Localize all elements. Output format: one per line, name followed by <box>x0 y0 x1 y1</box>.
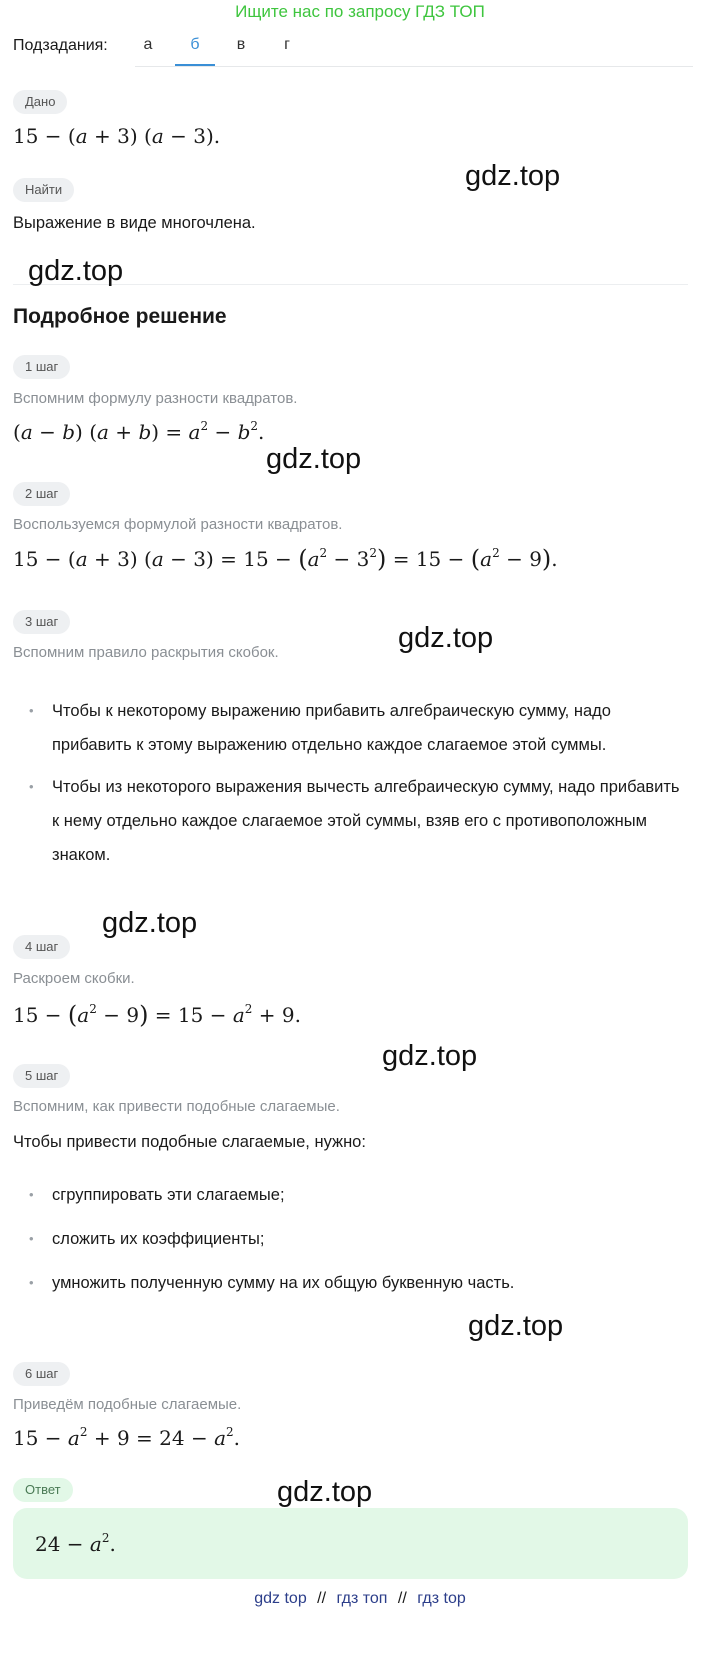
step-1-badge: 1 шаг <box>13 355 70 379</box>
given-formula: 15 − (a + 3) (a − 3). <box>13 124 221 148</box>
answer-formula: $24 - a^2$. <box>35 1531 116 1556</box>
list-item: • Чтобы к некоторому выражению прибавить алгебраическую сумму, надо прибавить к этому выражению отдельно каждое слагаемое этой суммы. <box>13 694 683 762</box>
step-2-hint: Воспользуемся формулой разности квадратов. <box>13 516 343 533</box>
step-6-hint: Приведём подобные слагаемые. <box>13 1396 242 1413</box>
footer-links <box>0 1590 720 1608</box>
footer-link-gdz-top-mixed[interactable]: гдз top <box>417 1590 466 1607</box>
watermark: gdz.top <box>465 160 561 192</box>
watermark: gdz.top <box>102 907 198 939</box>
tab-a[interactable]: а <box>143 36 153 53</box>
tab-b[interactable]: б <box>175 34 215 66</box>
subtasks-bar <box>13 30 693 70</box>
footer-link-gdz-top-ru[interactable]: гдз топ <box>336 1590 388 1607</box>
step-2-badge: 2 шаг <box>13 482 70 506</box>
step-1-formula: (a − b) $(a + b) = a^2 - b^2$. <box>13 419 265 444</box>
given-badge: Дано <box>13 90 67 114</box>
watermark: gdz.top <box>468 1310 564 1342</box>
step-3-badge: 3 шаг <box>13 610 70 634</box>
tab-g[interactable]: г <box>284 36 290 53</box>
list-item: • сложить их коэффициенты; <box>13 1222 683 1256</box>
step-5-hint: Вспомним, как привести подобные слагаемые. <box>13 1098 340 1115</box>
promo-banner[interactable]: Ищите нас по запросу ГДЗ ТОП <box>235 2 485 21</box>
find-text: Выражение в виде многочлена. <box>13 214 256 232</box>
step-2-formula: 15 − (a + 3) $(a - 3) = 15 - (a^2 - 3^2) = 15 - (a^2 - 9)$. <box>13 545 558 573</box>
step-1-hint: Вспомним формулу разности квадратов. <box>13 390 298 407</box>
step-3-bullets <box>13 694 683 872</box>
watermark: gdz.top <box>28 255 124 287</box>
step-4-hint: Раскроем скобки. <box>13 970 135 987</box>
footer-separator: // <box>397 1590 407 1607</box>
tabs-divider <box>135 66 693 67</box>
step-5-text: Чтобы привести подобные слагаемые, нужно: <box>13 1133 366 1151</box>
answer-badge: Ответ <box>13 1478 73 1502</box>
step-4-formula: $15 - (a^2 - 9) = 15 - a^2 + 9$. <box>13 1001 301 1029</box>
tab-v[interactable]: в <box>236 36 246 53</box>
subtasks-label: Подзадания: <box>13 37 108 54</box>
solution-heading: Подробное решение <box>13 305 227 328</box>
list-item: • умножить полученную сумму на их общую буквенную часть. <box>13 1266 683 1300</box>
step-6-badge: 6 шаг <box>13 1362 70 1386</box>
watermark: gdz.top <box>382 1040 478 1072</box>
step-3-hint: Вспомним правило раскрытия скобок. <box>13 644 279 661</box>
find-badge: Найти <box>13 178 74 202</box>
watermark: gdz.top <box>266 443 362 475</box>
step-4-badge: 4 шаг <box>13 935 70 959</box>
step-6-formula: $15 - a^2 + 9 = 24 - a^2$. <box>13 1425 241 1450</box>
footer-separator: // <box>317 1590 327 1607</box>
step-5-badge: 5 шаг <box>13 1064 70 1088</box>
list-item: • Чтобы из некоторого выражения вычесть алгебраическую сумму, надо прибавить к нему отдельно каждое слагаемое этой суммы, взяв его с противоположным знаком. <box>13 770 683 872</box>
watermark: gdz.top <box>277 1476 373 1508</box>
footer-link-gdz-top[interactable]: gdz top <box>254 1590 307 1607</box>
answer-box <box>13 1508 688 1579</box>
step-5-bullets <box>13 1178 683 1300</box>
watermark: gdz.top <box>398 622 494 654</box>
list-item: • сгруппировать эти слагаемые; <box>13 1178 683 1212</box>
